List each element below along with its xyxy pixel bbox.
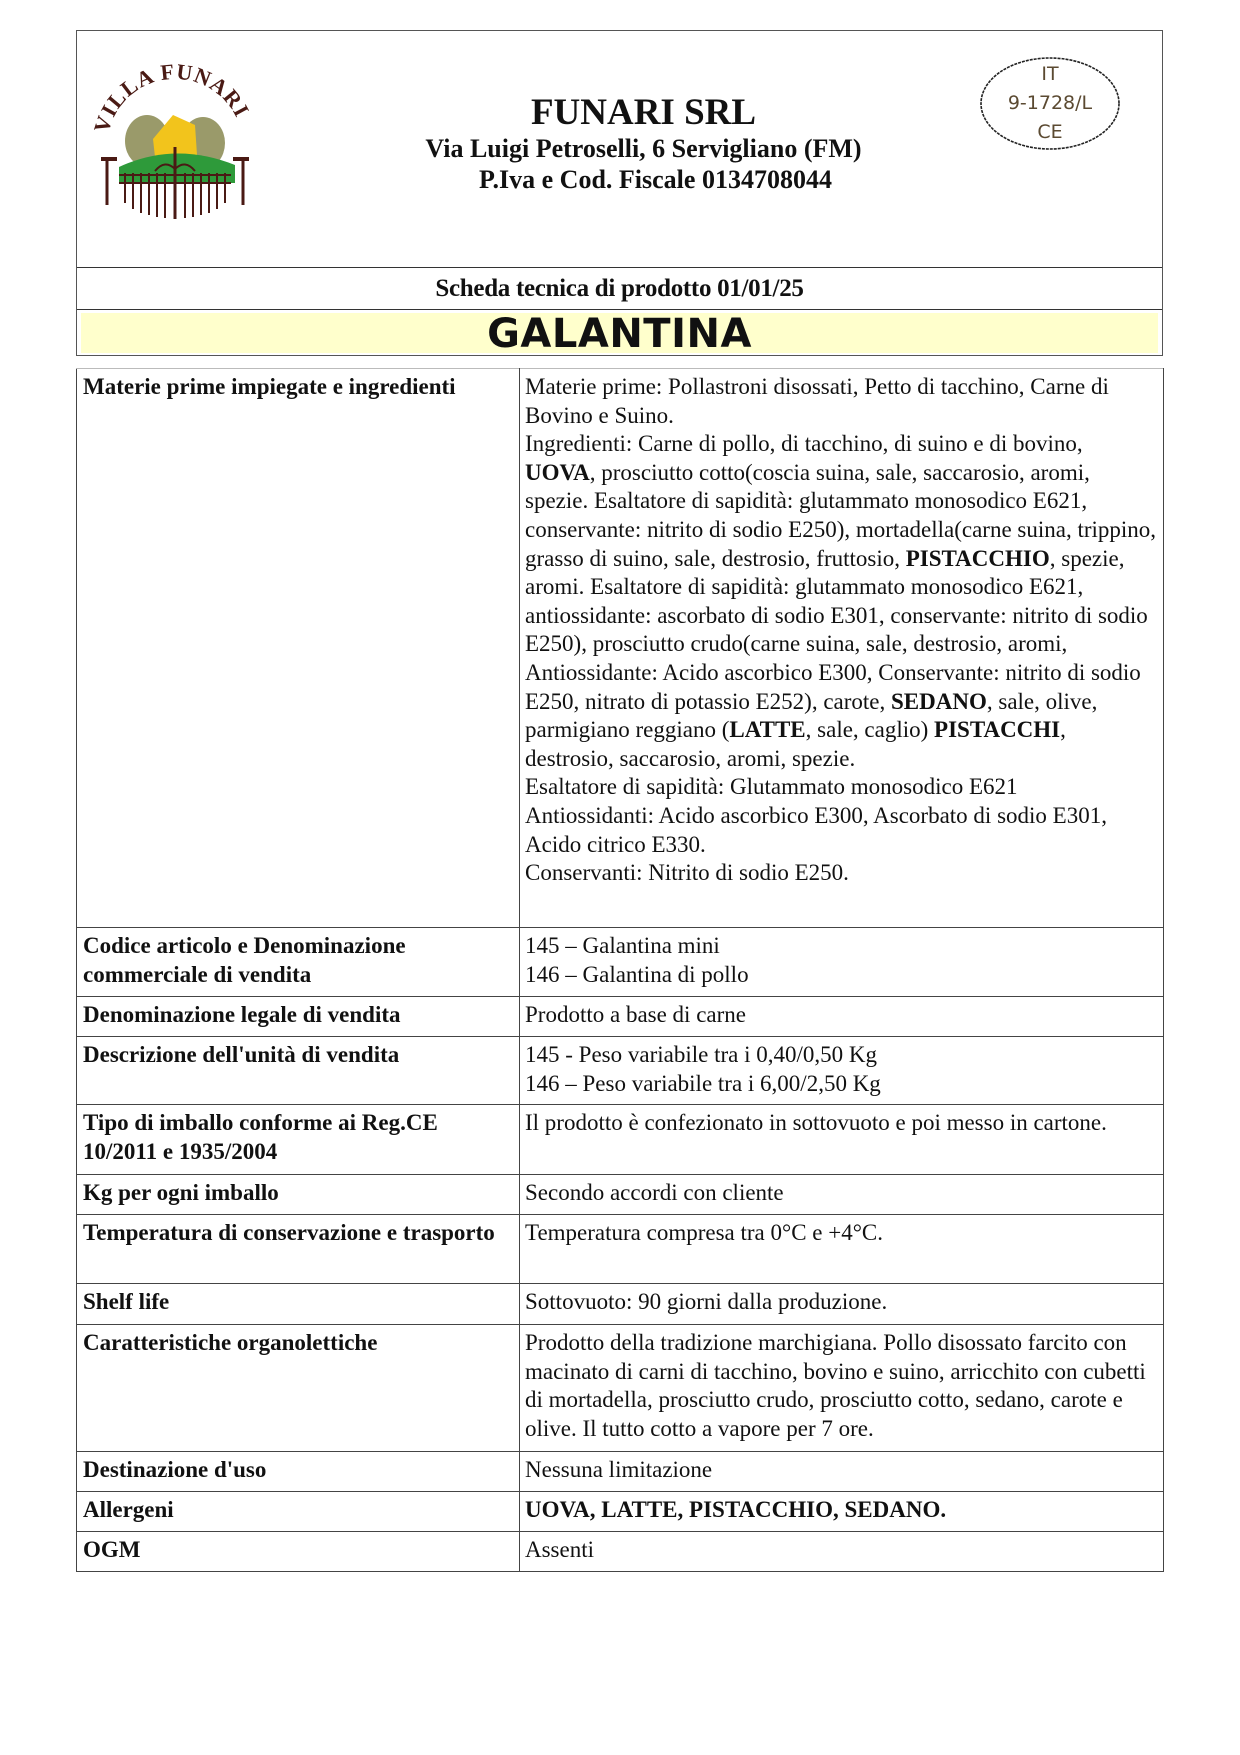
spec-label: Descrizione dell'unità di vendita	[77, 1037, 520, 1105]
spec-label: OGM	[77, 1532, 520, 1572]
spec-value-line: Secondo accordi con cliente	[525, 1180, 784, 1205]
spec-value-line: Il prodotto è confezionato in sottovuoto e poi messo in cartone.	[525, 1110, 1107, 1135]
allergen-highlight: LATTE	[729, 717, 806, 743]
allergen-highlight: SEDANO	[891, 688, 987, 714]
spec-row	[77, 1215, 1164, 1284]
company-vat: P.Iva e Cod. Fiscale 0134708044	[479, 165, 832, 194]
spec-row	[77, 1452, 1164, 1492]
ingredient-text: , prosciutto cotto(coscia suina, sale, saccarosio, aromi, spezie. Esaltatore di sapidità: glutammato monosodico E621, conservante: nitrito di sodio E250), mortadella(carne suina, trippino, grasso di suino, sale, destrosio, fruttosio,	[525, 459, 1157, 571]
spec-row	[77, 1037, 1164, 1105]
spec-value-line: 146 – Peso variabile tra i 6,00/2,50 Kg	[525, 1070, 881, 1096]
spec-row	[77, 369, 1164, 928]
spec-value	[520, 1325, 1164, 1452]
spec-label: Tipo di imballo conforme ai Reg.CE 10/2011 e 1935/2004	[77, 1105, 520, 1175]
spec-value-line: 145 - Peso variabile tra i 0,40/0,50 Kg	[525, 1042, 877, 1067]
spec-value	[520, 928, 1164, 997]
spec-value	[520, 1175, 1164, 1215]
spec-value-line: Temperatura compresa tra 0°C e +4°C.	[525, 1220, 884, 1245]
ingredient-text: , destrosio, saccarosio, aromi, spezie.	[525, 717, 1066, 771]
ingredient-text: , spezie, aromi. Esaltatore di sapidità: glutammato monosodico E621, antiossidante: ascorbato di sodio E301, conservante: nitrito di sodio E250), prosciutto crudo(carne suina, sale, destrosio, aromi, Antiossidante: Acido ascorbico E300, Conservante: nitrito di sodio E250, nitrato di potassio E252), carote,	[525, 545, 1148, 714]
spec-label: Codice articolo e Denominazione commerciale di vendita	[77, 928, 520, 997]
spec-value	[520, 1215, 1164, 1284]
spec-row	[77, 1175, 1164, 1215]
spec-value-line: Sottovuoto: 90 giorni dalla produzione.	[525, 1289, 888, 1314]
product-name: GALANTINA	[81, 313, 1158, 353]
sheet-title: Scheda tecnica di prodotto 01/01/25	[77, 267, 1162, 310]
document-header	[76, 30, 1163, 356]
spec-label: Destinazione d'uso	[77, 1452, 520, 1492]
spec-value-line: 145 – Galantina mini	[525, 933, 720, 958]
logo-text: VILLA FUNARI	[88, 58, 255, 136]
spec-row	[77, 1105, 1164, 1175]
health-mark-stamp	[979, 56, 1121, 151]
spec-value	[520, 1532, 1164, 1572]
spec-value-line: Nessuna limitazione	[525, 1457, 713, 1482]
ingredient-text: Antiossidanti: Acido ascorbico E300, Ascorbato di sodio E301, Acido citrico E330.	[525, 802, 1107, 857]
spec-value	[520, 1284, 1164, 1325]
spec-value	[520, 1492, 1164, 1532]
spec-table	[76, 368, 1164, 1572]
stamp-approval-number: 9-1728/L	[1007, 92, 1093, 114]
allergen-highlight: PISTACCHIO	[905, 545, 1050, 571]
spec-row	[77, 1325, 1164, 1452]
spec-label: Shelf life	[77, 1284, 520, 1325]
company-address: Via Luigi Petroselli, 6 Servigliano (FM)	[425, 134, 862, 163]
spec-value-line: UOVA, LATTE, PISTACCHIO, SEDANO.	[525, 1497, 947, 1522]
spec-label: Temperatura di conservazione e trasporto	[77, 1215, 520, 1284]
spec-value	[520, 1105, 1164, 1175]
spec-row	[77, 1492, 1164, 1532]
stamp-text	[979, 60, 1121, 147]
spec-row	[77, 1532, 1164, 1572]
spec-value-line: Prodotto della tradizione marchigiana. Pollo disossato farcito con macinato di carni di tacchino, bovino e suino, arricchito con cubetti di mortadella, prosciutto crudo, prosciutto cotto, sedano, carote e olive. Il tutto cotto a vapore per 7 ore.	[525, 1330, 1146, 1441]
spec-label: Materie prime impiegate e ingredienti	[77, 369, 520, 928]
ingredient-text: Materie prime: Pollastroni disossati, Petto di tacchino, Carne di Bovino e Suino.	[525, 374, 1109, 428]
spec-value-line: 146 – Galantina di pollo	[525, 961, 749, 987]
ingredient-text: , sale, caglio)	[805, 717, 935, 743]
company-header	[77, 31, 1162, 268]
spec-row	[77, 928, 1164, 997]
spec-row	[77, 997, 1164, 1037]
spec-value	[520, 1452, 1164, 1492]
spec-value	[520, 997, 1164, 1037]
ingredient-text: Esaltatore di sapidità: Glutammato monosodico E621	[525, 774, 1018, 800]
company-name: FUNARI SRL	[530, 92, 757, 133]
spec-row	[77, 1284, 1164, 1325]
spec-value	[520, 369, 1164, 928]
spec-value	[520, 1037, 1164, 1105]
spec-label: Allergeni	[77, 1492, 520, 1532]
spec-label: Denominazione legale di vendita	[77, 997, 520, 1037]
stamp-country: IT	[1041, 63, 1059, 85]
stamp-ce: CE	[1037, 121, 1063, 143]
allergen-highlight: UOVA	[525, 459, 590, 485]
allergen-highlight: PISTACCHI	[934, 717, 1061, 743]
spec-value-line: Prodotto a base di carne	[525, 1002, 746, 1027]
ingredient-text: , sale, olive, parmigiano reggiano (	[525, 688, 1098, 743]
ingredient-text: Conservanti: Nitrito di sodio E250.	[525, 860, 849, 886]
spec-label: Caratteristiche organolettiche	[77, 1325, 520, 1452]
spec-value-line: Assenti	[525, 1537, 594, 1562]
ingredient-text: Ingredienti: Carne di pollo, di tacchino, di suino e di bovino,	[525, 431, 1083, 457]
spec-label: Kg per ogni imballo	[77, 1175, 520, 1215]
